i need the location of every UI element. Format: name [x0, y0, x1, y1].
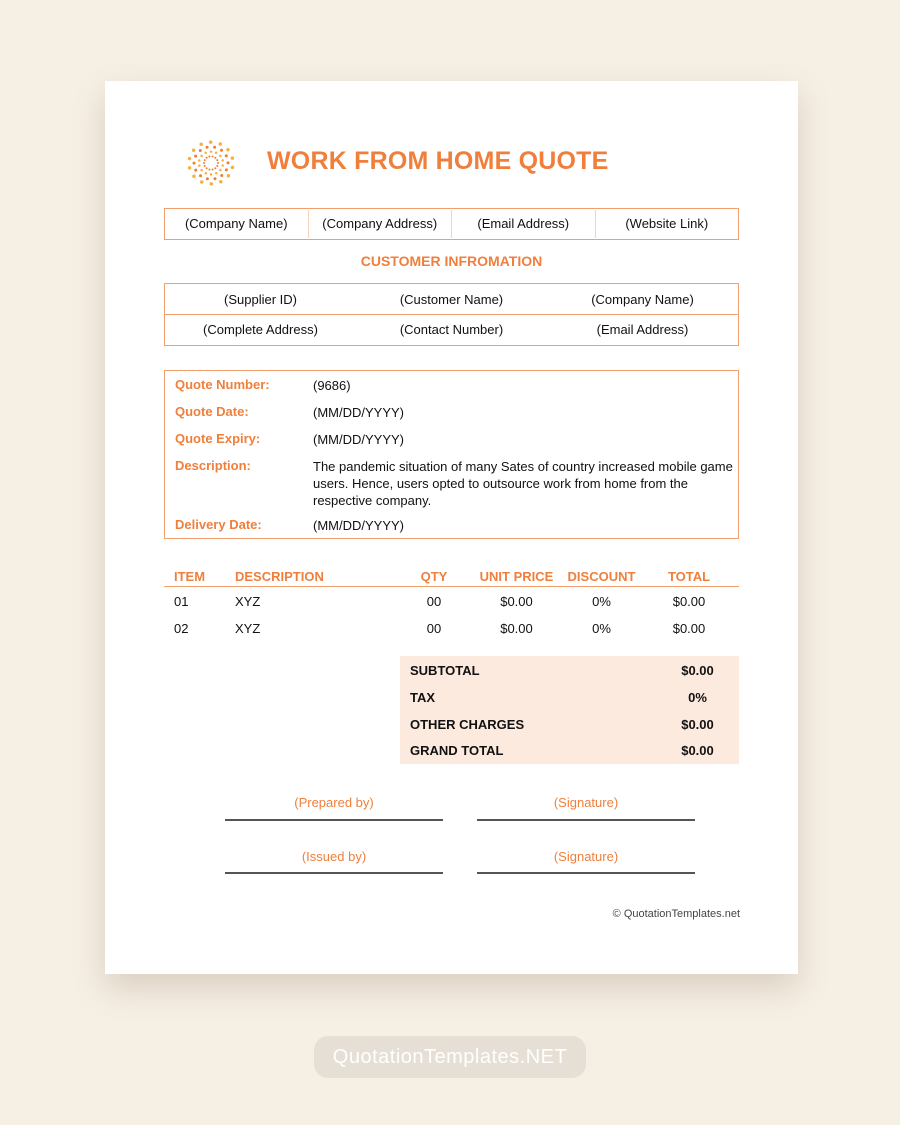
row-qty: 00 [426, 594, 442, 609]
copyright-notice: © QuotationTemplates.net [612, 908, 740, 920]
issued-by-label: (Issued by) [301, 849, 367, 864]
subtotal-label: SUBTOTAL [410, 663, 480, 678]
row-unit-price: $0.00 [500, 621, 533, 636]
grand-total-label: GRAND TOTAL [410, 743, 504, 758]
quote-document [105, 81, 798, 974]
issued-by-line [225, 872, 443, 874]
quote-date-label: Quote Date: [175, 404, 249, 419]
grand-total-value: $0.00 [681, 743, 714, 758]
customer-info-box [164, 283, 739, 346]
signature-line-1 [477, 819, 695, 821]
company-info-bar [164, 208, 739, 240]
company-email: (Email Address) [452, 210, 596, 238]
quote-number-label: Quote Number: [175, 377, 270, 392]
row-total: $0.00 [672, 594, 706, 609]
prepared-by-label: (Prepared by) [294, 795, 374, 810]
delivery-date-label: Delivery Date: [175, 517, 262, 532]
header-total: TOTAL [667, 569, 711, 584]
totals-summary [400, 656, 739, 764]
sunburst-logo-icon [183, 137, 239, 189]
quote-date-value: (MM/DD/YYYY) [313, 405, 404, 420]
supplier-id: (Supplier ID) [224, 291, 297, 307]
table-row [164, 614, 739, 641]
delivery-date-value: (MM/DD/YYYY) [313, 518, 404, 533]
row-unit-price: $0.00 [500, 594, 533, 609]
row-item: 02 [174, 621, 189, 636]
customer-name: (Customer Name) [399, 291, 504, 307]
row-total: $0.00 [672, 621, 706, 636]
header-unit-price: UNIT PRICE [479, 569, 554, 584]
prepared-by-line [225, 819, 443, 821]
customer-row-1 [165, 284, 738, 314]
items-table [164, 565, 739, 641]
tax-value: 0% [688, 690, 707, 705]
document-title: WORK FROM HOME QUOTE [267, 147, 609, 175]
other-charges-row [410, 717, 730, 732]
customer-company-name: (Company Name) [591, 291, 694, 307]
row-discount: 0% [592, 594, 611, 609]
company-name: (Company Name) [165, 210, 309, 238]
customer-row-2 [165, 314, 738, 344]
quote-number-value: (9686) [313, 378, 351, 393]
customer-info-heading: CUSTOMER INFROMATION [360, 253, 543, 269]
description-label: Description: [175, 458, 251, 473]
header-description: DESCRIPTION [235, 569, 324, 584]
subtotal-value: $0.00 [681, 663, 714, 678]
customer-contact: (Contact Number) [399, 322, 504, 337]
signature-label-1: (Signature) [553, 795, 619, 810]
table-row [164, 587, 739, 614]
other-charges-label: OTHER CHARGES [410, 717, 525, 732]
tax-label: TAX [410, 690, 436, 705]
row-description: XYZ [235, 594, 261, 609]
header-item: ITEM [174, 569, 206, 584]
other-charges-value: $0.00 [681, 717, 714, 732]
row-item: 01 [174, 594, 189, 609]
quote-expiry-label: Quote Expiry: [175, 431, 261, 446]
header-discount: DISCOUNT [567, 569, 636, 584]
signature-line-2 [477, 872, 695, 874]
brand-watermark: QuotationTemplates.NET [314, 1036, 586, 1078]
header-qty: QTY [420, 569, 448, 584]
customer-address: (Complete Address) [203, 322, 318, 337]
row-qty: 00 [426, 621, 442, 636]
row-discount: 0% [592, 621, 611, 636]
quote-expiry-value: (MM/DD/YYYY) [313, 432, 404, 447]
description-value: The pandemic situation of many Sates of country increased mobile game users. Hence, users opted to outsource work from home from the respective company. [313, 459, 733, 508]
row-description: XYZ [235, 621, 261, 636]
grand-total-row [410, 743, 730, 758]
company-address: (Company Address) [309, 210, 453, 238]
quote-details-box [164, 370, 739, 539]
tax-row [410, 690, 730, 705]
company-website: (Website Link) [625, 216, 709, 231]
customer-email: (Email Address) [596, 322, 689, 337]
subtotal-row [410, 663, 730, 678]
items-header-row [164, 565, 739, 587]
signature-label-2: (Signature) [553, 849, 619, 864]
